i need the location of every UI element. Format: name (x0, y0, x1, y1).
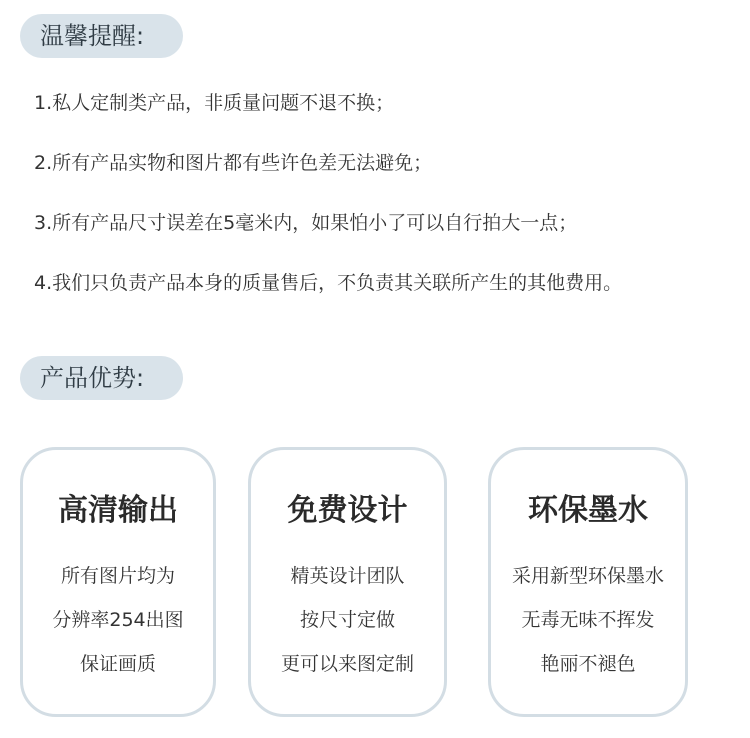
advantages-heading-label: 产品优势: (40, 364, 145, 392)
card-line: 采用新型环保墨水 (511, 565, 664, 587)
card-description (23, 554, 213, 686)
card-title: 环保墨水 (528, 493, 648, 528)
notice-item-4: 4.我们只负责产品本身的质量售后，不负责其关联所产生的其他费用。 (34, 272, 623, 294)
card-line: 所有图片均为 (60, 565, 175, 587)
notice-item-1: 1.私人定制类产品，非质量问题不退不换； (34, 92, 395, 114)
card-line: 精英设计团队 (290, 565, 405, 587)
card-description (251, 554, 444, 686)
notice-list (34, 80, 622, 320)
card-description (491, 554, 685, 686)
advantage-card-eco-ink (488, 447, 688, 717)
card-line: 更可以来图定制 (280, 653, 414, 675)
card-title: 高清输出 (58, 493, 178, 528)
advantage-card-hd-output (20, 447, 216, 717)
card-line: 艳丽不褪色 (540, 653, 636, 675)
notice-item-2: 2.所有产品实物和图片都有些许色差无法避免； (34, 152, 433, 174)
card-line: 按尺寸定做 (299, 609, 395, 631)
card-title: 免费设计 (287, 493, 408, 528)
advantage-card-free-design (248, 447, 447, 717)
notice-heading (20, 14, 183, 58)
card-line: 分辨率254出图 (52, 609, 184, 631)
advantages-heading (20, 356, 183, 400)
notice-item-3: 3.所有产品尺寸误差在5毫米内，如果怕小了可以自行拍大一点； (34, 212, 578, 234)
card-line: 无毒无味不挥发 (521, 609, 655, 631)
card-line: 保证画质 (79, 653, 156, 675)
notice-heading-label: 温馨提醒: (40, 22, 145, 50)
